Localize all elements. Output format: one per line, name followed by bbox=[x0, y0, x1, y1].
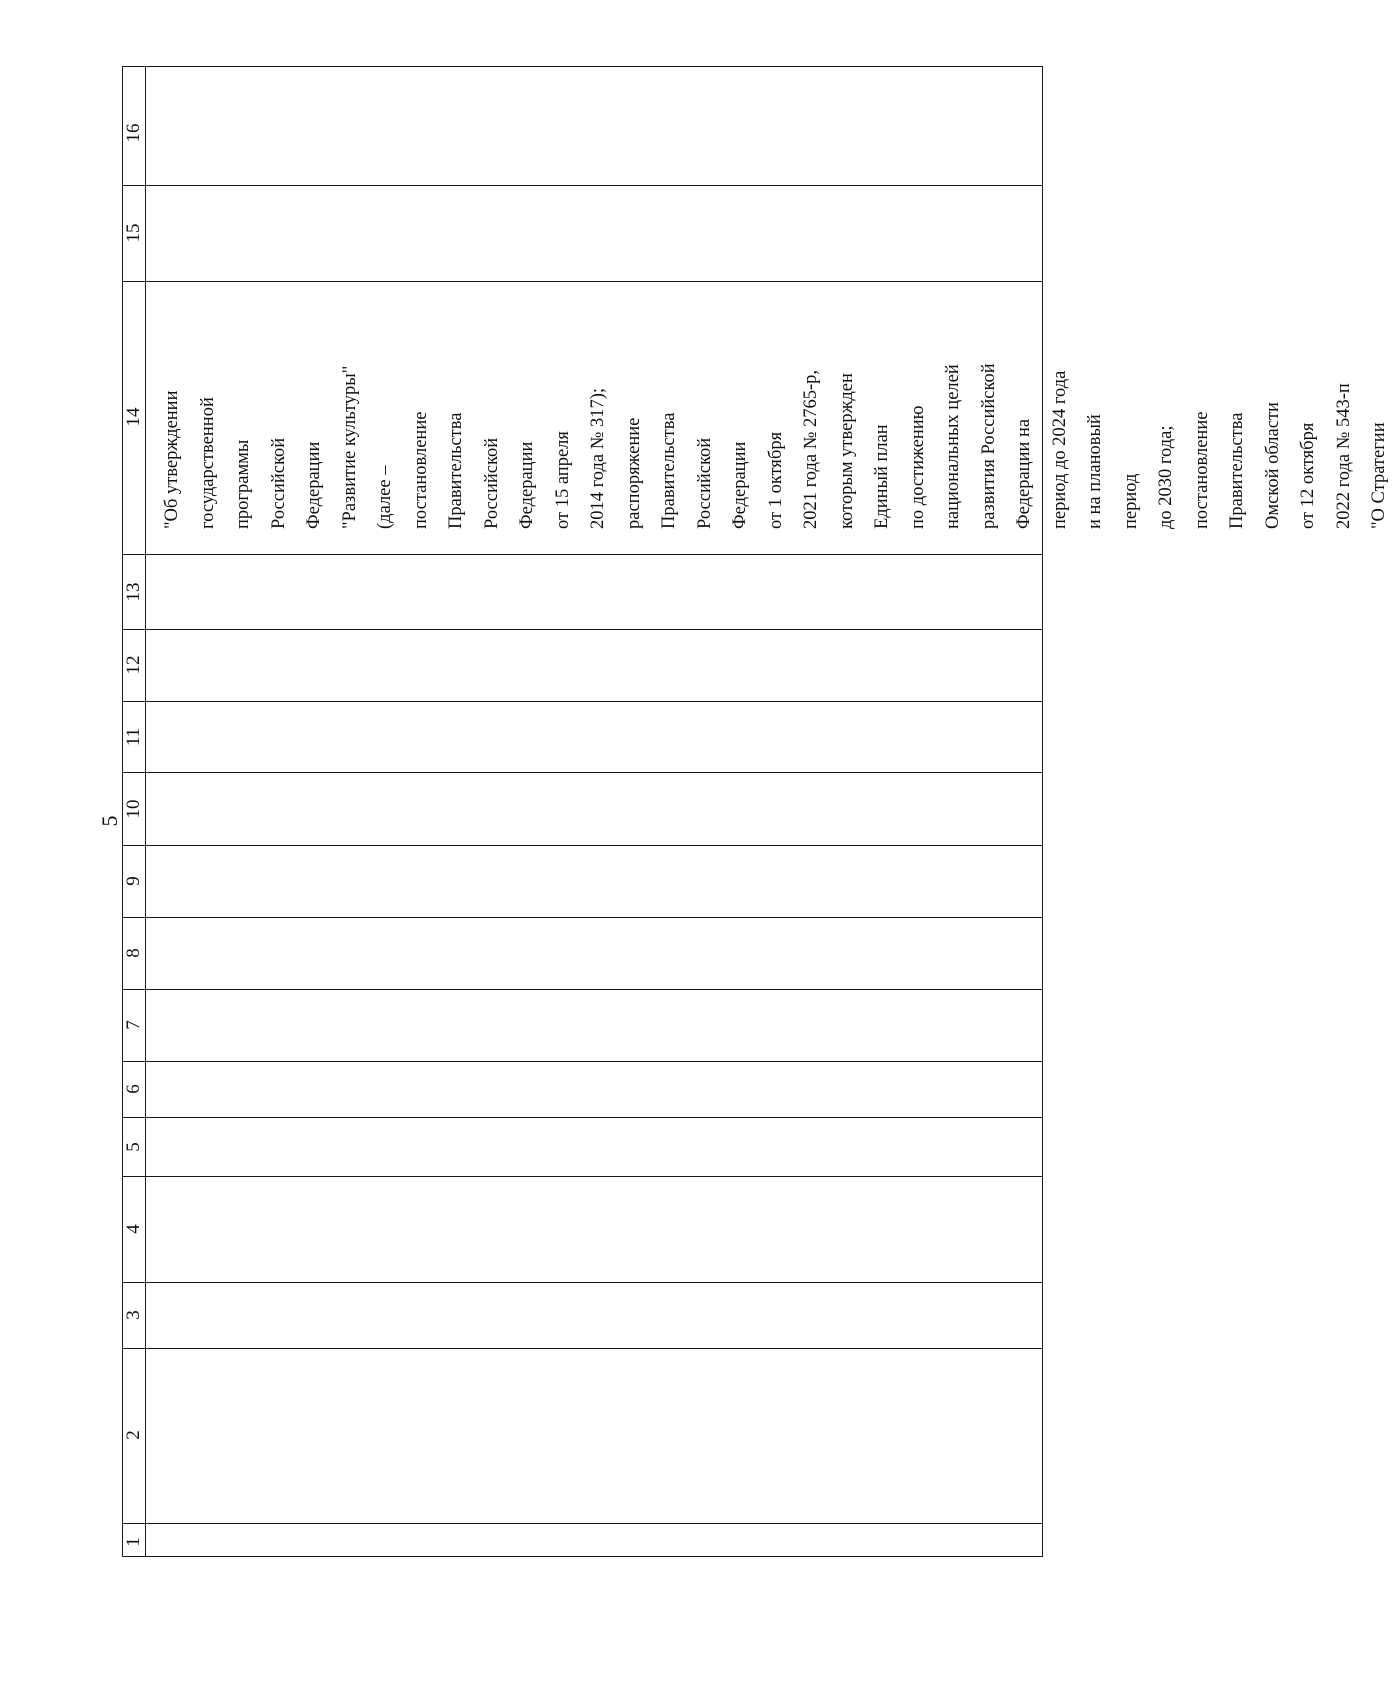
column-border bbox=[123, 1282, 1042, 1283]
column-number: 10 bbox=[123, 799, 144, 819]
column-14-line: государственной bbox=[197, 397, 218, 529]
column-14-line: Правительства bbox=[659, 412, 679, 529]
column-14-line: по достижению bbox=[907, 405, 928, 529]
page-number: 5 bbox=[97, 815, 122, 827]
column-14-line: "Об утверждении bbox=[162, 390, 182, 529]
column-number: 11 bbox=[123, 727, 144, 747]
column-14-line: Российской bbox=[268, 437, 289, 529]
column-14-line: 2022 года № 543-п bbox=[1333, 383, 1354, 529]
column-14-line: Федерации bbox=[304, 441, 324, 529]
column-number: 4 bbox=[123, 1224, 144, 1234]
column-14-line: Российской bbox=[694, 437, 715, 529]
column-14-line: Федерации bbox=[730, 441, 750, 529]
column-border bbox=[123, 1523, 1042, 1524]
column-14-line: от 1 октября bbox=[765, 431, 786, 529]
column-14-line: Правительства bbox=[446, 412, 466, 529]
column-number: 9 bbox=[123, 876, 144, 886]
column-14-line: программы bbox=[233, 439, 253, 529]
column-14-line: Российской bbox=[481, 437, 502, 529]
column-14-line: распоряжение bbox=[623, 417, 644, 529]
column-14-text bbox=[155, 0, 1398, 529]
column-number: 1 bbox=[123, 1537, 144, 1547]
column-14-line: Единый план bbox=[872, 424, 892, 529]
column-14-line: Федерации на bbox=[1014, 418, 1034, 529]
column-number: 12 bbox=[123, 655, 144, 675]
column-14-line: от 15 апреля bbox=[552, 431, 573, 529]
column-number: 14 bbox=[123, 407, 144, 427]
column-14-line: Омской области bbox=[1262, 402, 1283, 529]
column-14-line: национальных целей bbox=[943, 364, 963, 529]
column-14-line: и на плановый bbox=[1085, 414, 1105, 529]
column-14-line: 2021 года № 2765-р, bbox=[801, 369, 821, 529]
column-14-line: Федерации bbox=[517, 441, 537, 529]
column-14-line: период до 2024 года bbox=[1049, 370, 1070, 529]
column-number: 13 bbox=[123, 582, 144, 602]
column-number: 5 bbox=[123, 1142, 144, 1152]
column-14-line: Правительства bbox=[1227, 412, 1247, 529]
column-number: 3 bbox=[123, 1310, 144, 1320]
column-14-line: "Развитие культуры" bbox=[339, 365, 360, 529]
column-number: 7 bbox=[123, 1020, 144, 1030]
column-14-line: (далее – bbox=[375, 465, 395, 529]
column-14-cell bbox=[155, 299, 1389, 1174]
column-number: 16 bbox=[123, 123, 144, 143]
column-14-line: 2014 года № 317); bbox=[588, 387, 608, 529]
column-border bbox=[123, 1348, 1042, 1349]
column-14-line: постановление bbox=[1191, 411, 1212, 529]
column-number: 2 bbox=[123, 1430, 144, 1440]
column-14-line: до 2030 года; bbox=[1156, 425, 1176, 529]
column-number: 15 bbox=[123, 223, 144, 243]
column-border bbox=[123, 1176, 1042, 1177]
column-14-line: постановление bbox=[410, 411, 431, 529]
column-number: 8 bbox=[123, 948, 144, 958]
column-14-line: период bbox=[1120, 473, 1141, 529]
column-14-line: "О Стратегии bbox=[1369, 422, 1389, 529]
column-14-line: которым утвержден bbox=[836, 373, 857, 529]
column-14-line: развития Российской bbox=[978, 363, 999, 529]
column-number: 6 bbox=[123, 1084, 144, 1094]
column-14-line: от 12 октября bbox=[1298, 422, 1318, 529]
